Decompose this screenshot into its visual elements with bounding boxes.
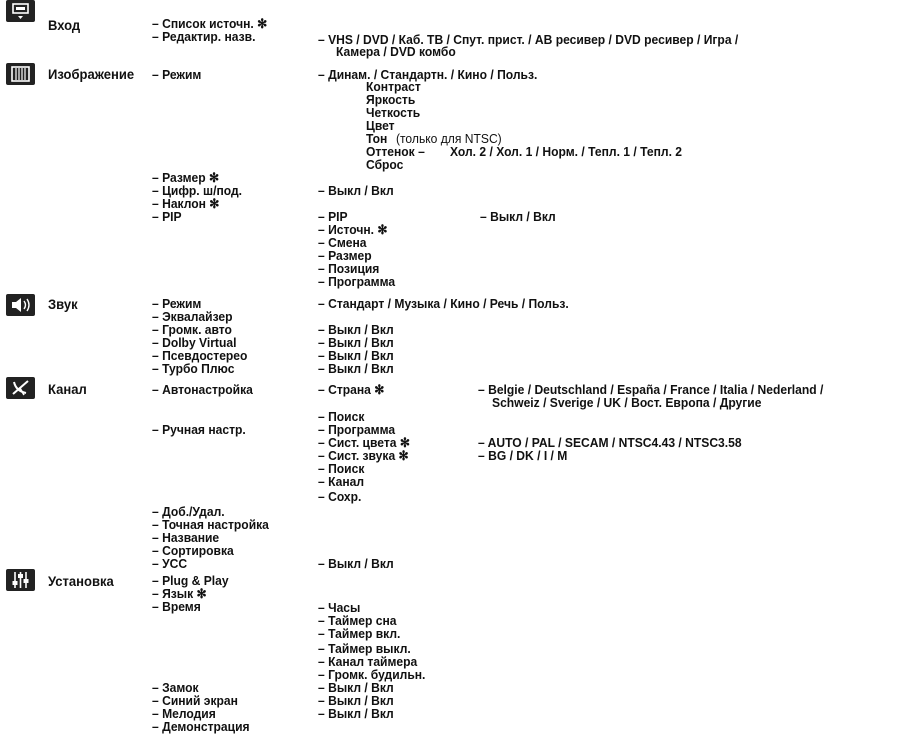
channel-search-2: – Поиск [318,461,365,476]
picture-hue-options: Хол. 2 / Хол. 1 / Норм. / Тепл. 1 / Тепл. 2 [450,144,683,159]
channel-ucc: – УСС [152,556,188,571]
picture-nr-options: – Выкл / Вкл [318,183,394,198]
input-name-options-1: – VHS / DVD / Каб. ТВ / Спут. прист. / АВ ресивер / DVD ресивер / Игра / [318,32,739,47]
picture-digital-nr: – Цифр. ш/под. [152,183,243,198]
setup-sliders-icon [6,569,35,591]
picture-pip-program: – Программа [318,274,396,289]
setup-timer-channel: – Канал таймера [318,654,418,669]
setup-clock: – Часы [318,600,361,615]
picture-pip-sub: – PIP [318,209,348,224]
channel-fine-tuning: – Точная настройка [152,517,269,532]
picture-size: – Размер ✻ [152,170,220,185]
picture-pip-source: – Источн. ✻ [318,222,388,237]
sound-dolby-options: – Выкл / Вкл [318,335,394,350]
setup-language: – Язык ✻ [152,586,207,601]
channel-sort: – Сортировка [152,543,234,558]
menu-setup-label: Установка [48,573,114,589]
picture-tint: Тон [366,131,388,146]
sound-turbo-options: – Выкл / Вкл [318,361,394,376]
picture-tint-note: (только для NTSC) [396,131,502,146]
channel-name: – Название [152,530,220,545]
picture-icon [6,63,35,85]
setup-blue-screen-options: – Выкл / Вкл [318,693,394,708]
picture-pip-swap: – Смена [318,235,367,250]
channel-add-delete: – Доб./Удал. [152,504,225,519]
channel-sound-system-options: – BG / DK / I / M [478,448,568,463]
setup-sleep-timer: – Таймер сна [318,613,397,628]
input-icon [6,0,35,22]
sound-mode-options: – Стандарт / Музыка / Кино / Речь / Польз. [318,296,569,311]
setup-off-timer: – Таймер выкл. [318,641,411,656]
channel-country-options-1: – Belgie / Deutschland / España / France / Italia / Nederland / [478,382,824,397]
picture-mode: – Режим [152,67,202,82]
setup-blue-screen: – Синий экран [152,693,238,708]
channel-auto-tuning: – Автонастройка [152,382,253,397]
picture-pip: – PIP [152,209,182,224]
menu-input-label: Вход [48,17,81,33]
channel-country-options-2: Schweiz / Sverige / UK / Вост. Европа / Другие [492,395,762,410]
channel-channel: – Канал [318,474,365,489]
sound-pseudo-stereo: – Псевдостерео [152,348,248,363]
channel-save: – Сохр. [318,489,362,504]
picture-mode-options: – Динам. / Стандартн. / Кино / Польз. [318,67,538,82]
menu-sound-label: Звук [48,296,78,312]
satellite-dish-icon [6,377,35,399]
setup-on-timer: – Таймер вкл. [318,626,401,641]
setup-lock: – Замок [152,680,199,695]
setup-plug-and-play: – Plug & Play [152,573,229,588]
picture-sharpness: Четкость [366,105,421,120]
setup-time: – Время [152,599,201,614]
picture-reset: Сброс [366,157,404,172]
channel-search: – Поиск [318,409,365,424]
channel-country: – Страна ✻ [318,382,385,397]
setup-alarm-volume: – Громк. будильн. [318,667,426,682]
picture-brightness: Яркость [366,92,416,107]
channel-color-system-options: – AUTO / PAL / SECAM / NTSC4.43 / NTSC3.58 [478,435,742,450]
setup-melody: – Мелодия [152,706,216,721]
input-name-options-2: Камера / DVD комбо [336,44,456,59]
picture-pip-position: – Позиция [318,261,380,276]
sound-auto-volume: – Громк. авто [152,322,232,337]
channel-program: – Программа [318,422,396,437]
picture-pip-size: – Размер [318,248,372,263]
input-source-list: – Список источн. ✻ [152,16,268,31]
picture-contrast: Контраст [366,79,421,94]
input-edit-name: – Редактир. назв. [152,29,256,44]
setup-lock-options: – Выкл / Вкл [318,680,394,695]
sound-mode: – Режим [152,296,202,311]
picture-tilt: – Наклон ✻ [152,196,220,211]
setup-demo: – Демонстрация [152,719,250,734]
channel-color-system: – Сист. цвета ✻ [318,435,410,450]
picture-color: Цвет [366,118,395,133]
sound-equalizer: – Эквалайзер [152,309,233,324]
menu-channel-label: Канал [48,381,87,397]
picture-pip-options: – Выкл / Вкл [480,209,556,224]
sound-dolby: – Dolby Virtual [152,335,237,350]
channel-ucc-options: – Выкл / Вкл [318,556,394,571]
sound-pseudo-stereo-options: – Выкл / Вкл [318,348,394,363]
picture-hue: Оттенок – [366,144,425,159]
setup-melody-options: – Выкл / Вкл [318,706,394,721]
sound-turbo: – Турбо Плюс [152,361,235,376]
sound-auto-volume-options: – Выкл / Вкл [318,322,394,337]
menu-picture-label: Изображение [48,66,135,82]
channel-manual-tuning: – Ручная настр. [152,422,246,437]
speaker-icon [6,294,35,316]
channel-sound-system: – Сист. звука ✻ [318,448,409,463]
